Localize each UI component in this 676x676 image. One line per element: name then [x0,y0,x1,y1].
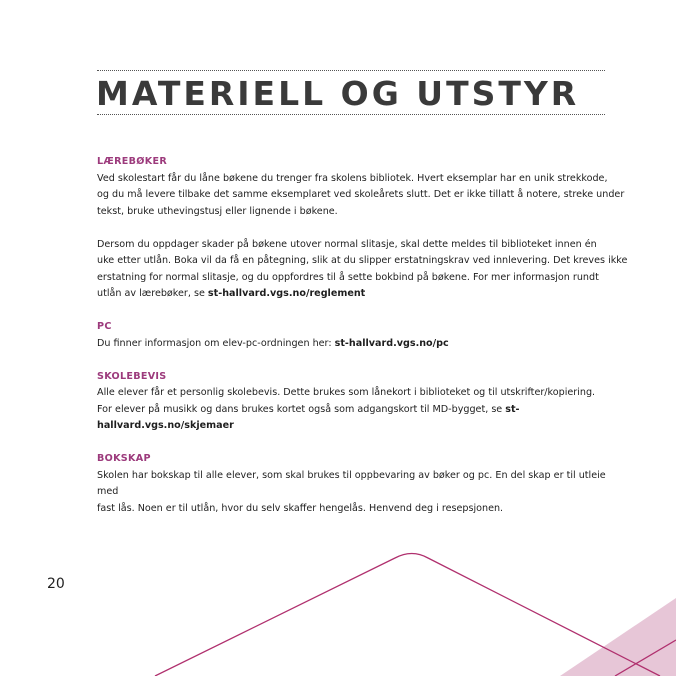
section-heading: BOKSKAP [97,453,151,464]
text-fragment: utlån av lærebøker, se [97,288,208,299]
text-line: Skolen har bokskap til alle elever, som skal brukes til oppbevaring av bøker og pc. En del skap er til utleie med [97,469,606,497]
reglement-link[interactable]: st-hallvard.vgs.no/reglement [207,288,366,299]
content-body [97,154,628,534]
bottom-dotted-rule [97,114,605,115]
section-heading: PC [97,321,112,332]
skjemaer-link[interactable]: st-hallvard.vgs.no/skjemaer [97,403,520,431]
top-dotted-rule [97,70,605,71]
text-line: Alle elever får et personlig skolebevis. Dette brukes som lånekort i biblioteket og til utskrifter/kopiering. [97,387,596,398]
page-number: 20 [47,576,65,592]
text-line: fast lås. Noen er til utlån, hvor du selv skaffer hengelås. Henvend deg i resepsjonen. [97,502,504,514]
section-pc [97,319,617,352]
text-line: tekst, bruke uthevingstusj eller lignende i bøkene. [97,205,338,217]
text-line [97,336,617,353]
section-laereboker [97,154,628,303]
text-line: og du må levere tilbake det samme eksemplaret ved skoleårets slutt. Det er ikke tillatt å notere, streke under [97,189,625,200]
text-fragment: For elever på musikk og dans brukes kortet også som adgangskort til MD-bygget, se [97,403,506,415]
text-line [97,402,617,435]
section-bokskap [97,451,617,517]
text-line: Ved skolestart får du låne bøkene du trenger fra skolens bibliotek. Hvert eksemplar har en unik strekkode, [97,172,608,184]
paragraph [97,171,625,221]
paragraph [97,237,628,303]
text-line: erstatning for normal slitasje, og du oppfordres til å sette bokbind på bøkene. For mer informasjon rundt [97,271,599,283]
magenta-curve-line [155,554,660,676]
section-heading: LÆREBØKER [97,156,168,167]
pc-link[interactable]: st-hallvard.vgs.no/pc [334,337,449,349]
text-line [97,286,617,303]
text-line: uke etter utlån. Boka vil da få en påtegning, slik at du slipper erstatningskrav ved innlevering. Det kreves ikke [97,255,628,266]
text-fragment: Du finner informasjon om elev-pc-ordningen her: [97,337,335,349]
text-line: Dersom du oppdager skader på bøkene utover normal slitasje, skal dette meldes til biblioteket innen én [97,238,597,250]
page-title: MATERIELL OG UTSTYR [96,74,580,113]
section-skolebevis [97,369,617,435]
section-heading: SKOLEBEVIS [97,370,167,382]
pink-corner-shape [560,598,676,676]
